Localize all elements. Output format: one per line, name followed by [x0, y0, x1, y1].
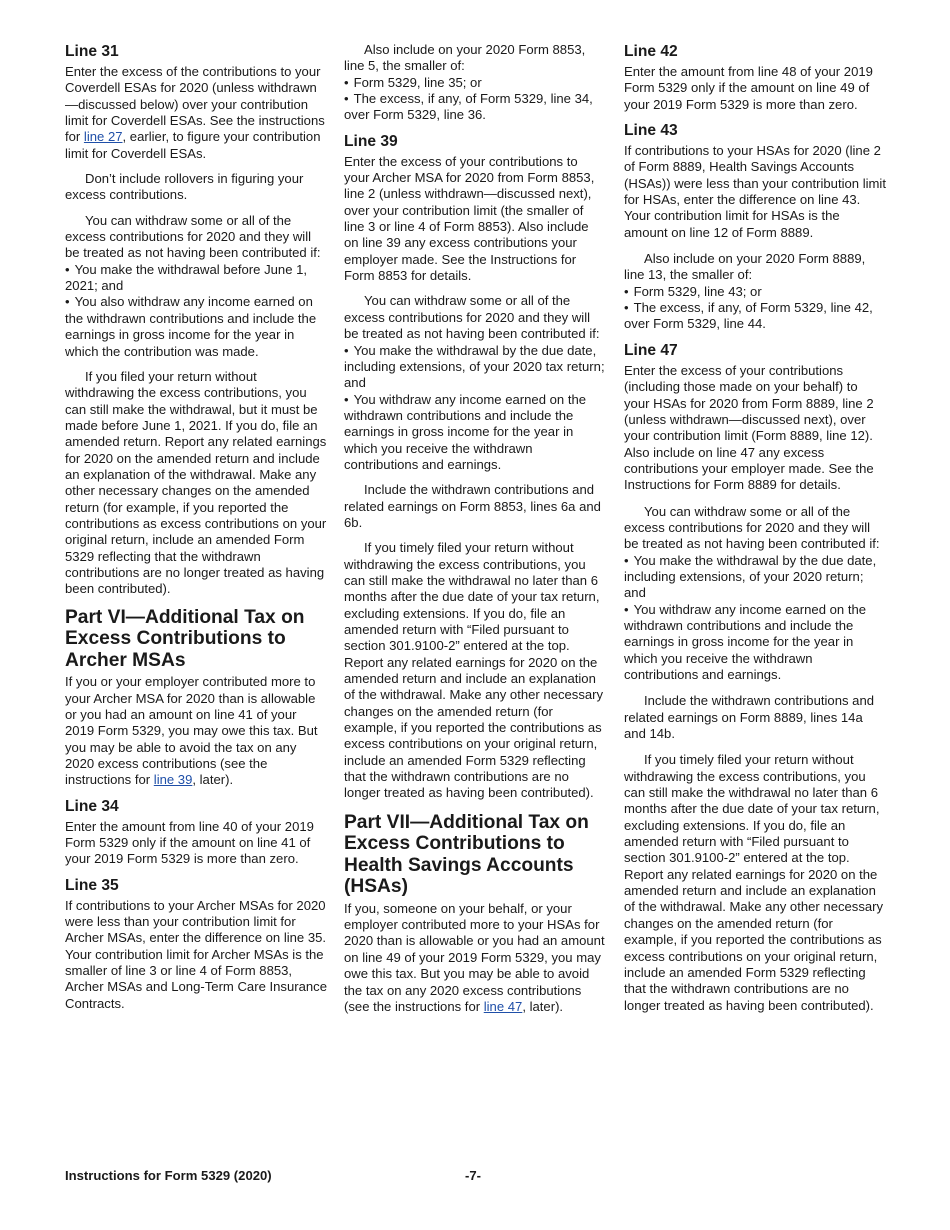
line-47-heading: Line 47 [624, 341, 678, 359]
part-6-heading: Part VI—Additional Tax on Excess Contributions to Archer MSAs [65, 606, 305, 671]
line-42-heading: Line 42 [624, 43, 678, 60]
footer-form-title: Instructions for Form 5329 (2020) [65, 1168, 272, 1183]
column-3 [624, 42, 886, 1014]
line-47-include-paragraph: Include the withdrawn contributions and related earnings on Form 8889, lines 14a and 14b. [624, 693, 875, 742]
line-39-amended-return-paragraph: If you timely filed your return without withdrawing the excess contributions, you can still make the withdrawal no later than 6 months after the due date of your tax return, excluding extensions. If you do, file an amended return with “Filed pursuant to section 301.9100-2” entered at the top. Report any related earnings for 2020 on the amended return and include an explanation of the withdrawal. Make any other necessary changes on the amended return (for example, if you reported the contributions as excess contributions on your original return, include an amended Form 5329 reflecting that the withdrawn contributions are no longer treated as having been contributed). [344, 540, 604, 801]
line-31-paragraph: Enter the excess of the contributions to your Coverdell ESAs for 2020 (unless withdrawn—discussed below) over your contribution limit for Coverdell ESAs. See the instructions for line 27, earlier, to figure your contribution limit for Coverdell ESAs. [65, 64, 325, 161]
bullet-item: • You make the withdrawal before June 1, 2021; and [65, 262, 327, 295]
column-2 [344, 42, 606, 1015]
line-47-paragraph: Enter the excess of your contributions (including those made on your behalf) to your HSAs for 2020 from Form 8889, line 2 (unless withdrawn—discussed next), over your contribution limit (Form 8889, line 12). Also include on line 47 any excess contributions your employer made. See the Instructions for Form 8889 for details. [624, 362, 874, 493]
bullet-item: • Form 5329, line 43; or [624, 284, 886, 300]
bullet-item: • You make the withdrawal by the due date, including extensions, of your 2020 return; and [624, 553, 886, 602]
part-7-heading: Part VII—Additional Tax on Excess Contributions to Health Savings Accounts (HSAs) [344, 811, 589, 898]
line-43-also-include-paragraph: Also include on your 2020 Form 8889, line 13, the smaller of: [624, 251, 866, 283]
bullet-item: • The excess, if any, of Form 5329, line 42, over Form 5329, line 44. [624, 300, 886, 333]
line-34-paragraph: Enter the amount from line 40 of your 2019 Form 5329 only if the amount on line 41 of your 2019 Form 5329 is more than zero. [65, 818, 314, 867]
line-31-heading: Line 31 [65, 43, 119, 60]
column-1 [65, 42, 327, 1012]
line-43-heading: Line 43 [624, 122, 678, 140]
line-39-link[interactable]: line 39 [153, 772, 193, 788]
line-27-link[interactable]: line 27 [83, 129, 123, 145]
line-47-link[interactable]: line 47 [483, 998, 523, 1014]
bullet-item: • The excess, if any, of Form 5329, line 34, over Form 5329, line 36. [344, 91, 606, 124]
page-number: -7- [465, 1168, 482, 1183]
bullet-item: • Form 5329, line 35; or [344, 75, 606, 91]
line-39-include-paragraph: Include the withdrawn contributions and related earnings on Form 8853, lines 6a and 6b. [344, 482, 601, 530]
line-47-amended-return-paragraph: If you timely filed your return without withdrawing the excess contributions, you can still make the withdrawal no later than 6 months after the due date of your tax return, excluding extensions. If you do, file an amended return with “Filed pursuant to section 301.9100-2” entered at the top. Report any related earnings for 2020 on the amended return and include an explanation of the withdrawal. Make any other necessary changes on the amended return (for example, if you reported the contributions as excess contributions on your original return, include an amended Form 5329 reflecting that the withdrawn contributions are no longer treated as having been contributed). [624, 752, 884, 1013]
bullet-item: • You also withdraw any income earned on the withdrawn contributions and include the earnings in gross income for the year in which the contribution was made. [65, 294, 327, 359]
line-39-withdraw-paragraph: You can withdraw some or all of the excess contributions for 2020 and they will be treated as not having been contributed if: [344, 293, 600, 342]
line-31-amended-return-paragraph: If you filed your return without withdrawing the excess contributions, you can still make the withdrawal, but it must be made before June 1, 2021. If you do, file an amended return. Report any related earnings for 2020 on the amended return and include an explanation of the withdrawal. Make any other necessary changes on the amended return (for example, if you reported the contributions as excess contributions on your original return, include an amended Form 5329 reflecting that the withdrawn contributions are no longer treated as having been contributed). [65, 368, 327, 597]
part-6-paragraph: If you or your employer contributed more to your Archer MSA for 2020 than is allowable or you had an amount on line 41 of your 2019 Form 5329, you may owe this tax. But you may be able to avoid the tax on any 2020 excess contributions (see the instructions for line 39, later). [65, 674, 318, 788]
line-34-heading: Line 34 [65, 797, 119, 815]
line-39-heading: Line 39 [344, 132, 398, 150]
line-35-paragraph: If contributions to your Archer MSAs for 2020 were less than your contribution limit for Archer MSAs, enter the difference on line 35. Your contribution limit for Archer MSAs is the smaller of line 3 or line 4 of Form 8853, Archer MSAs and Long-Term Care Insurance Contracts. [65, 897, 327, 1011]
bullet-item: • You withdraw any income earned on the withdrawn contributions and include the earnings in gross income for the year in which you receive the withdrawn contributions and earnings. [344, 392, 606, 474]
line-39-paragraph: Enter the excess of your contributions to your Archer MSA for 2020 from Form 8853, line 2 (unless withdrawn—discussed next), over your contribution limit (the smaller of line 3 or line 4 of Form 8853). Also include on line 39 any excess contributions your employer made. See the Instructions for Form 8853 for details. [344, 153, 595, 284]
bullet-item: • You withdraw any income earned on the withdrawn contributions and include the earnings in gross income for the year in which you receive the withdrawn contributions and earnings. [624, 602, 886, 684]
line-35-continued-paragraph: Also include on your 2020 Form 8853, line 5, the smaller of: [344, 42, 586, 74]
line-43-paragraph: If contributions to your HSAs for 2020 (line 2 of Form 8889, Health Savings Accounts (HSAs)) were less than your contribution limit for HSAs, enter the difference on line 43. Your contribution limit for HSAs is the amount on line 12 of Form 8889. [624, 143, 886, 240]
line-42-paragraph: Enter the amount from line 48 of your 2019 Form 5329 only if the amount on line 49 of your 2019 Form 5329 is more than zero. [624, 64, 873, 112]
part-7-paragraph: If you, someone on your behalf, or your employer contributed more to your HSAs for 2020 than is allowable or you had an amount on line 49 of your 2019 Form 5329, you may owe this tax. But you may be able to avoid the tax on any 2020 excess contributions (see the instructions for line 47, later). [344, 900, 605, 1014]
line-31-withdraw-paragraph: You can withdraw some or all of the excess contributions for 2020 and they will be treated as not having been contributed if: [65, 212, 321, 261]
line-31-rollovers-note: Don’t include rollovers in figuring your excess contributions. [65, 171, 304, 203]
bullet-item: • You make the withdrawal by the due date, including extensions, of your 2020 tax return; and [344, 343, 606, 392]
line-35-heading: Line 35 [65, 876, 119, 894]
line-47-withdraw-paragraph: You can withdraw some or all of the excess contributions for 2020 and they will be treated as not having been contributed if: [624, 503, 880, 552]
